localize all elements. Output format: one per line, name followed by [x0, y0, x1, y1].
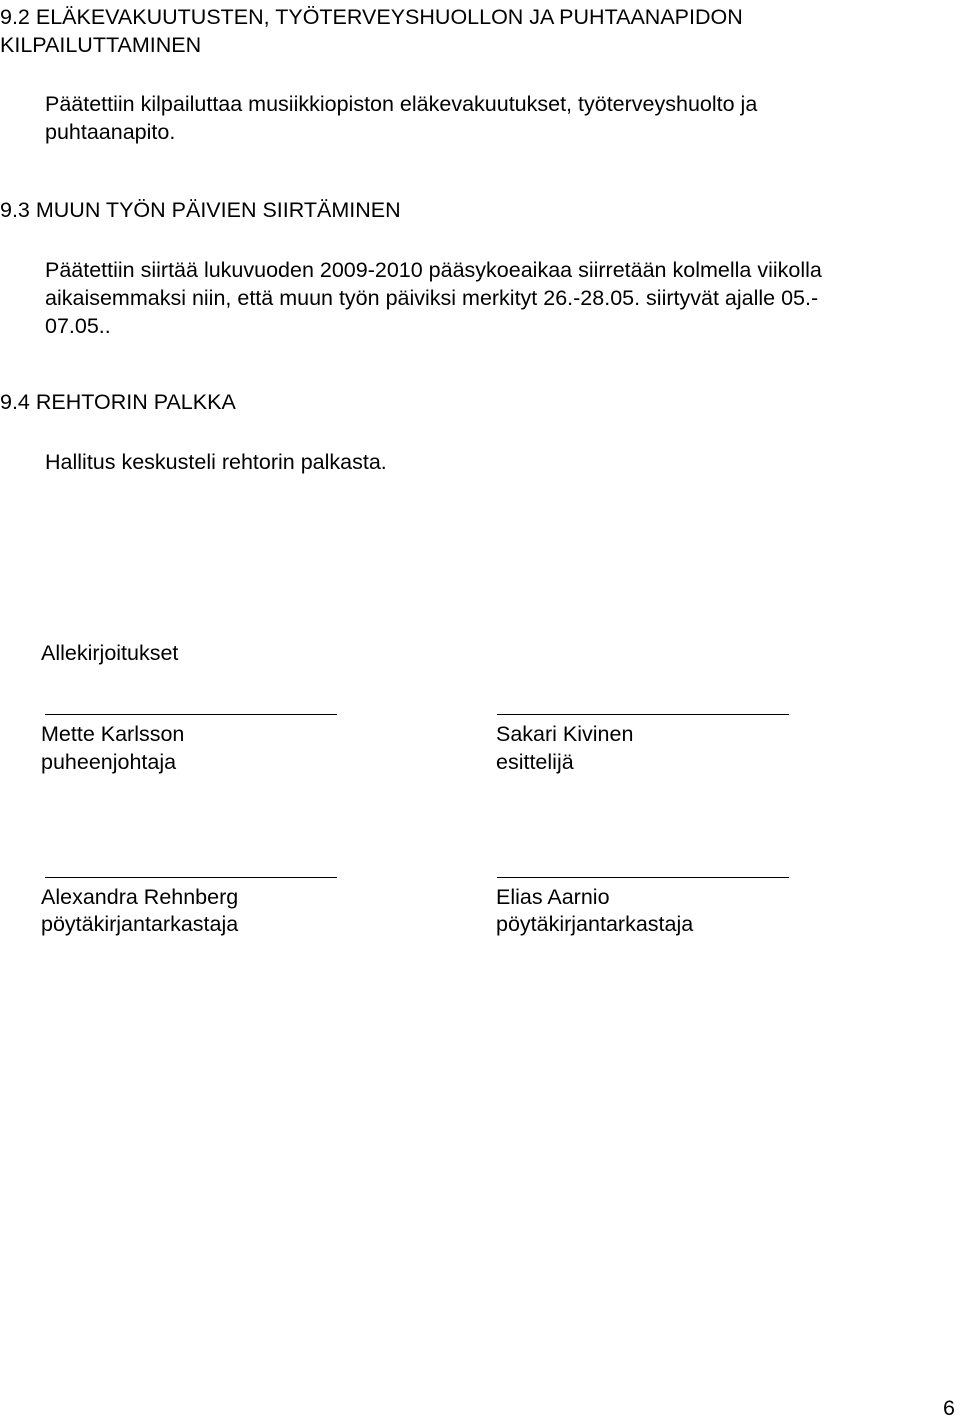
signer-3-role: pöytäkirjantarkastaja [41, 912, 239, 936]
section-9-3-body-line3: 07.05.. [45, 314, 111, 338]
signature-line-3 [45, 877, 337, 878]
section-9-3-body-line1: Päätettiin siirtää lukuvuoden 2009-2010 pääsykoeaikaa siirretään kolmella viikolla [45, 258, 822, 282]
signature-line-4 [497, 877, 789, 878]
signer-1-role: puheenjohtaja [41, 750, 177, 774]
section-9-2-body-line1: Päätettiin kilpailuttaa musiikkiopiston eläkevakuutukset, työterveyshuolto ja [45, 92, 758, 116]
signer-2-name: Sakari Kivinen [496, 722, 634, 746]
signer-4-name: Elias Aarnio [496, 885, 610, 909]
section-9-2-heading-line2: KILPAILUTTAMINEN [0, 33, 202, 57]
section-9-4-body-line1: Hallitus keskusteli rehtorin palkasta. [45, 450, 387, 474]
section-9-2-heading-line1: 9.2 ELÄKEVAKUUTUSTEN, TYÖTERVEYSHUOLLON JA PUHTAANAPIDON [0, 5, 743, 29]
section-9-3-body-line2: aikaisemmaksi niin, että muun työn päiviksi merkityt 26.-28.05. siirtyvät ajalle 05.- [45, 286, 819, 310]
signature-line-1 [45, 714, 337, 715]
signatures-title: Allekirjoitukset [41, 641, 179, 665]
signature-line-2 [497, 714, 789, 715]
signer-3-name: Alexandra Rehnberg [41, 885, 239, 909]
page-number: 6 [943, 1396, 955, 1420]
section-9-2-body-line2: puhtaanapito. [45, 120, 176, 144]
section-9-4-heading: 9.4 REHTORIN PALKKA [0, 390, 236, 414]
signer-2-role: esittelijä [496, 750, 574, 774]
section-9-3-heading: 9.3 MUUN TYÖN PÄIVIEN SIIRTÄMINEN [0, 198, 401, 222]
signer-4-role: pöytäkirjantarkastaja [496, 912, 694, 936]
signer-1-name: Mette Karlsson [41, 722, 185, 746]
